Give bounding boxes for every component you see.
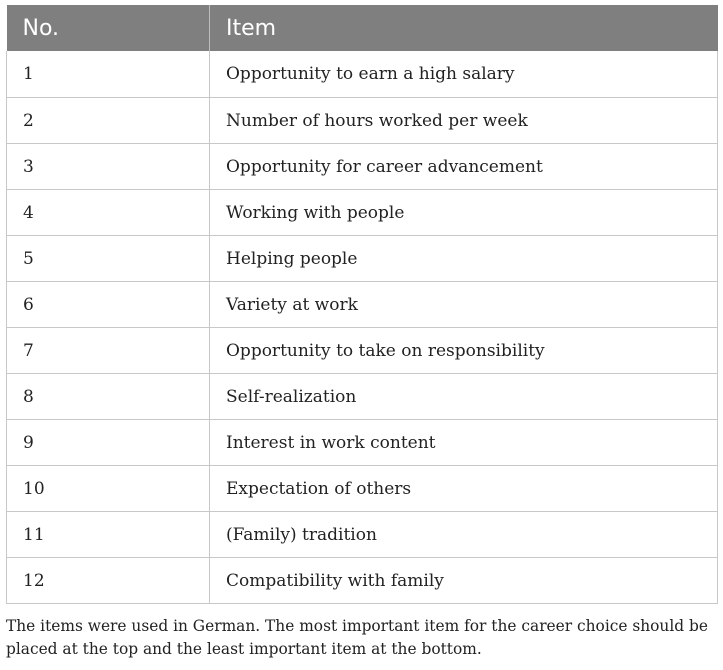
header-no: No.	[7, 5, 210, 51]
cell-item: Opportunity to earn a high salary	[210, 51, 718, 98]
cell-item: Helping people	[210, 236, 718, 282]
cell-item: Working with people	[210, 190, 718, 236]
cell-item: Interest in work content	[210, 420, 718, 466]
table-body	[7, 51, 718, 604]
table-header	[7, 5, 718, 51]
table-row	[7, 512, 718, 558]
items-table-container	[6, 5, 717, 604]
cell-no: 12	[7, 558, 210, 604]
header-item: Item	[210, 5, 718, 51]
cell-no: 7	[7, 328, 210, 374]
table-row	[7, 282, 718, 328]
header-row	[7, 5, 718, 51]
cell-item: Expectation of others	[210, 466, 718, 512]
cell-item: (Family) tradition	[210, 512, 718, 558]
table-row	[7, 328, 718, 374]
table-row	[7, 374, 718, 420]
table-row	[7, 98, 718, 144]
cell-no: 6	[7, 282, 210, 328]
table-row	[7, 420, 718, 466]
cell-item: Opportunity to take on responsibility	[210, 328, 718, 374]
table-row	[7, 236, 718, 282]
cell-no: 5	[7, 236, 210, 282]
table-row	[7, 466, 718, 512]
table-footnote: The items were used in German. The most important item for the career choice should be placed at the top and the least important item at the bottom.	[6, 617, 708, 658]
table-row	[7, 144, 718, 190]
table-row	[7, 51, 718, 98]
cell-item: Number of hours worked per week	[210, 98, 718, 144]
cell-no: 4	[7, 190, 210, 236]
cell-no: 2	[7, 98, 210, 144]
table-row	[7, 190, 718, 236]
cell-item: Variety at work	[210, 282, 718, 328]
cell-no: 8	[7, 374, 210, 420]
cell-no: 9	[7, 420, 210, 466]
cell-item: Compatibility with family	[210, 558, 718, 604]
cell-item: Opportunity for career advancement	[210, 144, 718, 190]
cell-no: 3	[7, 144, 210, 190]
cell-item: Self-realization	[210, 374, 718, 420]
cell-no: 11	[7, 512, 210, 558]
items-table	[6, 5, 718, 604]
table-row	[7, 558, 718, 604]
cell-no: 1	[7, 51, 210, 98]
cell-no: 10	[7, 466, 210, 512]
